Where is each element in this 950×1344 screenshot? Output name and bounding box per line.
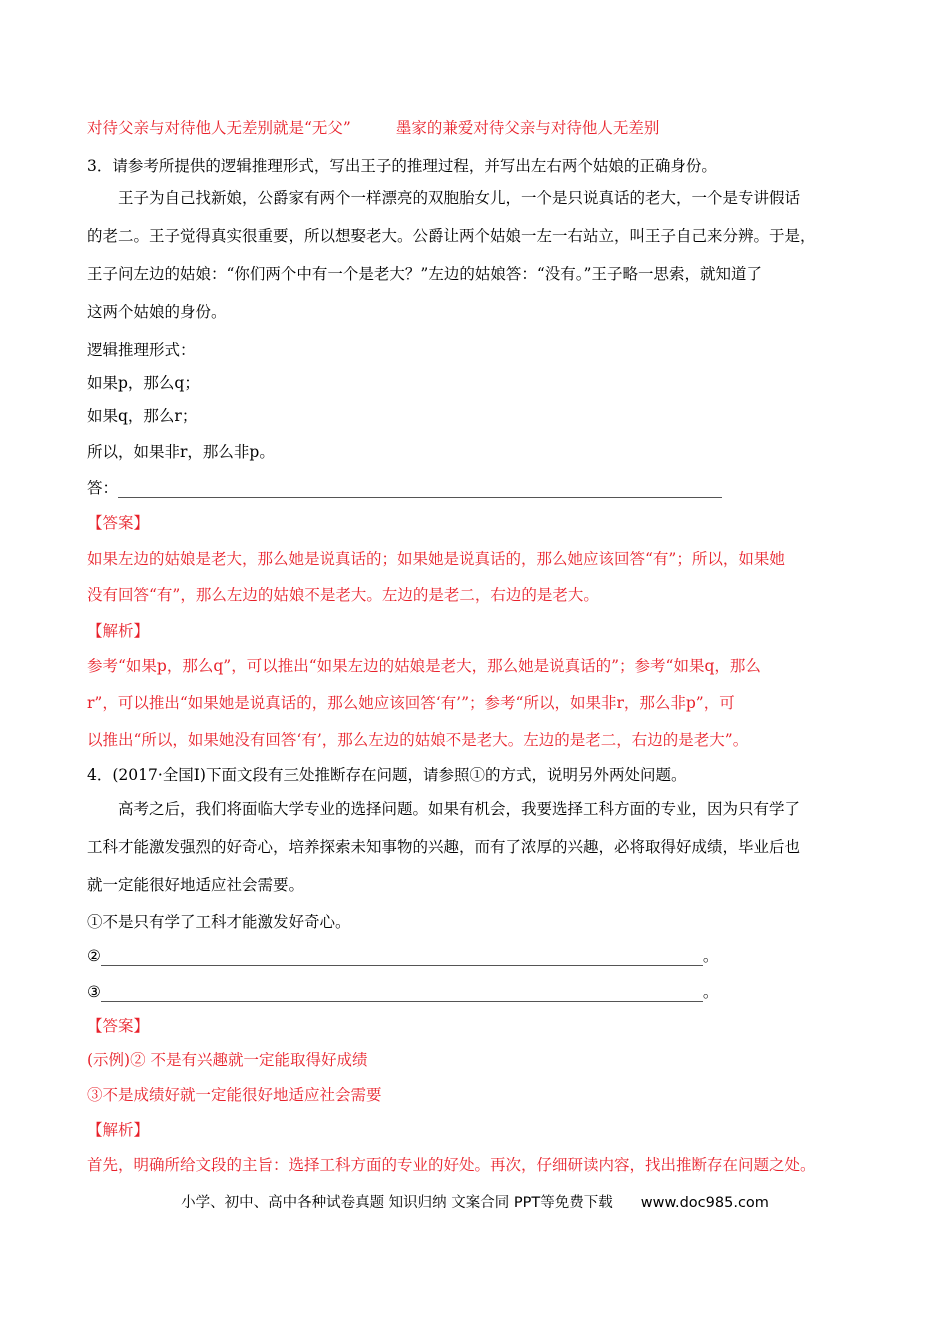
q4-item-3-blank[interactable] xyxy=(101,987,703,1002)
q3-form-line: 所以，如果非r，那么非p。 xyxy=(87,443,275,461)
q3-analysis-tag: 【解析】 xyxy=(87,622,150,640)
q3-analysis-line: 参考“如果p，那么q”，可以推出“如果左边的姑娘是老大，那么她是说真话的”；参考“如果q，那么 xyxy=(87,657,761,675)
q4-item-2-blank[interactable] xyxy=(101,951,703,966)
q4-passage-line: 就一定能很好地适应社会需要。 xyxy=(87,876,305,894)
q4-passage-line: 高考之后，我们将面临大学专业的选择问题。如果有机会，我要选择工科方面的专业，因为只有学了 xyxy=(118,800,801,818)
q3-form-line: 如果q，那么r； xyxy=(87,407,198,425)
q3-passage-line: 的老二。王子觉得真实很重要，所以想娶老大。公爵让两个姑娘一左一右站立，叫王子自己来分辨。于是， xyxy=(87,227,816,245)
q4-item-3-prefix: ③ xyxy=(87,983,101,1001)
q3-form-title: 逻辑推理形式： xyxy=(87,341,196,359)
q3-answer-line: 没有回答“有”，那么左边的姑娘不是老大。左边的是老二，右边的是老大。 xyxy=(87,586,599,604)
footer-text: 小学、初中、高中各种试卷真题 知识归纳 文案合同 PPT等免费下载 xyxy=(181,1195,613,1211)
q4-answer-line: ③不是成绩好就一定能很好地适应社会需要 xyxy=(87,1086,382,1104)
q3-form-line: 如果p，那么q； xyxy=(87,374,200,392)
q4-item-3-row xyxy=(87,982,718,1002)
q3-passage-line: 王子问左边的姑娘：“你们两个中有一个是老大？”左边的姑娘答：“没有。”王子略一思索，就知道了 xyxy=(87,265,762,283)
q3-answer-blank[interactable] xyxy=(118,483,722,498)
q3-answer-line: 如果左边的姑娘是老大，那么她是说真话的；如果她是说真话的，那么她应该回答“有”；所以，如果她 xyxy=(87,550,785,568)
question-4-title: 4．(2017·全国Ⅰ)下面文段有三处推断存在问题，请参照①的方式，说明另外两处问题。 xyxy=(87,766,687,784)
q4-passage-line: 工科才能激发强烈的好奇心，培养探索未知事物的兴趣，而有了浓厚的兴趣，必将取得好成绩，毕业后也 xyxy=(87,838,801,856)
q4-analysis-line: 首先，明确所给文段的主旨：选择工科方面的专业的好处。再次，仔细研读内容，找出推断存在问题之处。 xyxy=(87,1156,816,1174)
q3-passage-line: 王子为自己找新娘，公爵家有两个一样漂亮的双胞胎女儿，一个是只说真话的老大，一个是专讲假话 xyxy=(118,189,801,207)
page-footer xyxy=(0,1193,950,1213)
q4-analysis-tag: 【解析】 xyxy=(87,1121,150,1139)
q3-passage-line: 这两个姑娘的身份。 xyxy=(87,303,227,321)
q3-answer-prefix: 答： xyxy=(87,479,119,497)
q4-item-2-row xyxy=(87,946,718,966)
question-3-title: 3．请参考所提供的逻辑推理形式，写出王子的推理过程，并写出左右两个姑娘的正确身份。 xyxy=(87,157,717,175)
q3-answer-row xyxy=(87,478,722,498)
answer-fragment-line xyxy=(87,118,659,138)
q4-item-1: ①不是只有学了工科才能激发好奇心。 xyxy=(87,913,351,931)
q4-item-2-prefix: ② xyxy=(87,947,101,965)
footer-url[interactable]: www.doc985.com xyxy=(640,1195,769,1211)
q4-answer-tag: 【答案】 xyxy=(87,1017,150,1035)
q4-item-3-suffix: 。 xyxy=(702,983,719,1001)
answer-fragment-left: 对待父亲与对待他人无差别就是“无父” xyxy=(87,119,351,137)
answer-fragment-right: 墨家的兼爱对待父亲与对待他人无差别 xyxy=(395,119,660,137)
q3-analysis-line: r”，可以推出“如果她是说真话的，那么她应该回答‘有’”；参考“所以，如果非r，那么非p”，可 xyxy=(87,694,735,712)
q3-analysis-line: 以推出“所以，如果她没有回答‘有’，那么左边的姑娘不是老大。左边的是老二，右边的是老大”。 xyxy=(87,731,749,749)
q4-item-2-suffix: 。 xyxy=(702,947,719,965)
q3-answer-tag: 【答案】 xyxy=(87,514,150,532)
q4-answer-line: (示例)② 不是有兴趣就一定能取得好成绩 xyxy=(87,1051,368,1069)
